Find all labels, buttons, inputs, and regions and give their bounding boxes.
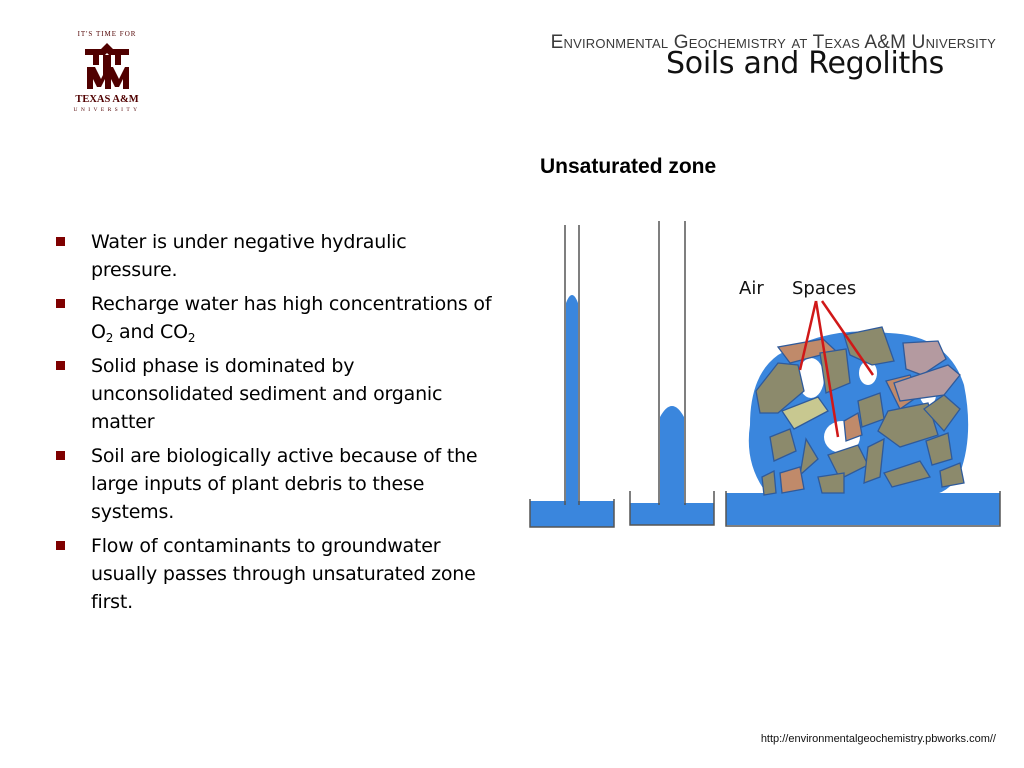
bullet-item xyxy=(52,352,497,436)
bullet-text: Recharge water has high concentrations of O xyxy=(91,293,492,343)
bullet-text: Solid phase is dominated by unconsolidated sediment and organic matter xyxy=(91,355,443,433)
institution-header: Environmental Geochemistry at Texas A&M University xyxy=(550,32,996,53)
university-logo xyxy=(62,30,152,116)
atm-logo-icon xyxy=(81,41,133,91)
air-label: Air xyxy=(739,278,764,299)
logo-name: TEXAS A&M xyxy=(75,94,139,105)
figure-title: Unsaturated zone xyxy=(540,155,717,178)
bullet-marker xyxy=(56,361,65,370)
bullet-item xyxy=(52,532,497,616)
bullet-list xyxy=(52,228,497,622)
bullet-text: Water is under negative hydraulic pressure. xyxy=(91,231,407,281)
unsaturated-zone-diagram xyxy=(528,215,1004,535)
logo-subname: UNIVERSITY xyxy=(73,107,141,113)
spaces-label: Spaces xyxy=(792,278,857,299)
bullet-text: Soil are biologically active because of the large inputs of plant debris to these systems. xyxy=(91,445,478,523)
bullet-text: Flow of contaminants to groundwater usually passes through unsaturated zone first. xyxy=(91,535,476,613)
bullet-marker xyxy=(56,541,65,550)
bullet-item xyxy=(52,442,497,526)
bullet-marker xyxy=(56,237,65,246)
bullet-marker xyxy=(56,299,65,308)
bullet-item xyxy=(52,290,497,346)
subscript: 2 xyxy=(187,331,196,345)
capillary-tube-left xyxy=(530,225,614,527)
logo-tagline: IT'S TIME FOR xyxy=(77,30,137,38)
bullet-marker xyxy=(56,451,65,460)
soil-column xyxy=(726,278,1000,526)
source-url: http://environmentalgeochemistry.pbworks.com// xyxy=(760,733,996,745)
bullet-item xyxy=(52,228,497,284)
bullet-text: and CO xyxy=(113,321,188,343)
slide-title: Soils and Regoliths xyxy=(666,46,944,81)
capillary-tube-middle xyxy=(630,221,714,525)
subscript: 2 xyxy=(105,331,114,345)
